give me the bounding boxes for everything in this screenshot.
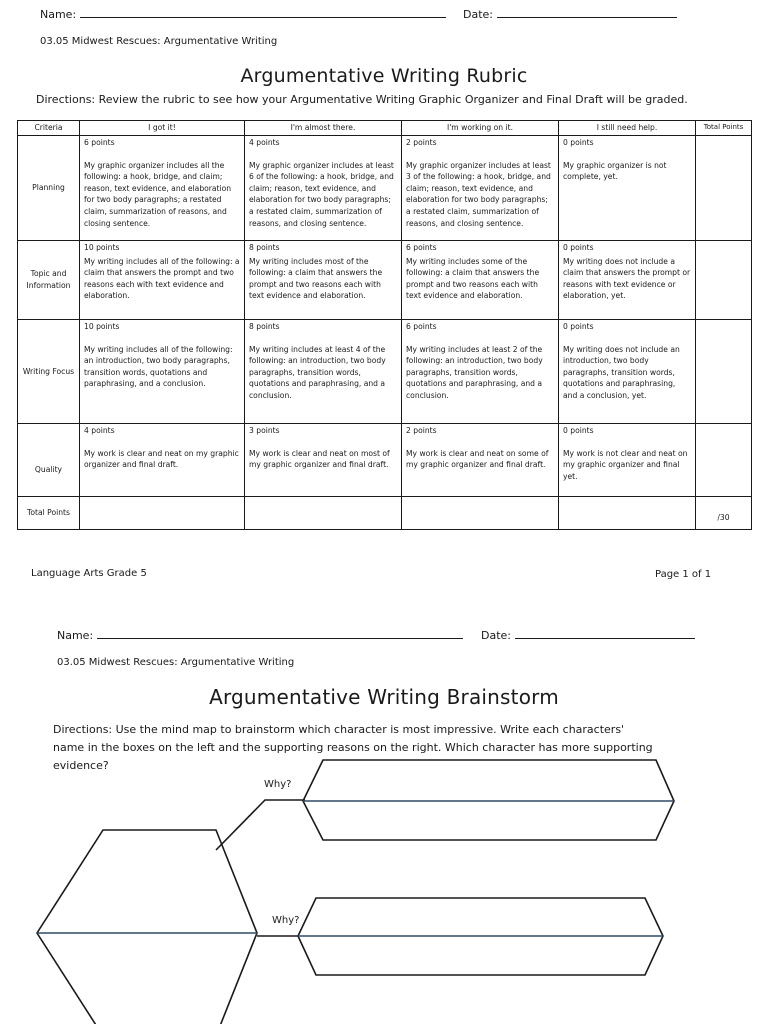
description: My work is clear and neat on most of my graphic organizer and final draft. xyxy=(249,448,390,470)
name-label: Name: xyxy=(57,629,94,642)
why-label: Why? xyxy=(272,915,300,926)
description: My writing includes all of the following: a claim that answers the prompt and two reasons each with text evidence and elaboration. xyxy=(84,256,240,301)
criteria-cell: Writing Focus xyxy=(18,320,80,424)
points-label: 8 points xyxy=(249,322,280,331)
footer-course: Language Arts Grade 5 xyxy=(31,568,147,579)
header-almost-there: I'm almost there. xyxy=(245,121,402,136)
description: My work is clear and neat on my graphic organizer and final draft. xyxy=(84,448,239,470)
points-label: 6 points xyxy=(406,322,437,331)
criteria-cell: Topic and Information xyxy=(18,241,80,320)
header-working-on-it: I'm working on it. xyxy=(402,121,559,136)
date-label: Date: xyxy=(481,629,511,642)
header-still-need-help: I still need help. xyxy=(559,121,696,136)
footer-page-number: Page 1 of 1 xyxy=(655,569,712,580)
points-label: 0 points xyxy=(563,322,594,331)
description: My graphic organizer includes at least 3 of the following: a hook, bridge, and claim; reason, text evidence, and elaboration for two body paragraphs; a restated claim, summarization of reasons, and closing sentence. xyxy=(406,160,551,228)
description: My graphic organizer is not complete, yet. xyxy=(563,160,667,182)
points-label: 6 points xyxy=(406,243,437,252)
points-label: 8 points xyxy=(249,243,280,252)
total-points-label: Total Points xyxy=(18,497,80,530)
directions-line: name in the boxes on the left and the supporting reasons on the right. Which character has more supporting xyxy=(53,741,653,754)
lesson-title: 03.05 Midwest Rescues: Argumentative Writing xyxy=(57,657,295,668)
description: My graphic organizer includes at least 6 of the following: a hook, bridge, and claim; reason, text evidence, and elaboration for two body paragraphs; a restated claim, summarization of reasons, and closing sentence. xyxy=(249,160,394,228)
points-label: 2 points xyxy=(406,426,437,435)
points-label: 10 points xyxy=(84,243,120,252)
points-label: 0 points xyxy=(563,426,594,435)
description: My writing includes at least 4 of the following: an introduction, two body paragraphs, transition words, quotations and paraphrasing, and a conclusion. xyxy=(249,344,386,400)
criteria-cell: Planning xyxy=(18,136,80,241)
description: My work is clear and neat on some of my graphic organizer and final draft. xyxy=(406,448,549,470)
description: My writing does not include an introduction, two body paragraphs, transition words, quotations and paraphrasing, and a conclusion, yet. xyxy=(563,344,680,400)
lesson-title: 03.05 Midwest Rescues: Argumentative Writing xyxy=(40,36,278,47)
points-label: 2 points xyxy=(406,138,437,147)
points-label: 10 points xyxy=(84,322,120,331)
points-label: 0 points xyxy=(563,138,594,147)
points-label: 3 points xyxy=(249,426,280,435)
brainstorm-title: Argumentative Writing Brainstorm xyxy=(209,685,559,709)
header-total-points: Total Points xyxy=(696,121,752,136)
rubric-title: Argumentative Writing Rubric xyxy=(240,65,528,87)
grand-total-cell[interactable]: /30 xyxy=(696,497,752,530)
date-label: Date: xyxy=(463,8,493,21)
description: My graphic organizer includes all the following: a hook, bridge, and claim; reason, text evidence, and elaboration for two body paragraphs; a restated claim, summarization of reasons, and closing sentence. xyxy=(84,160,232,228)
description: My writing does not include a claim that answers the prompt or reasons with text evidence or elaboration, yet. xyxy=(563,256,691,301)
description: My work is not clear and neat on my graphic organizer and final yet. xyxy=(563,448,688,481)
description: My writing includes all of the following: an introduction, two body paragraphs, transition words, quotations and paraphrasing, and a conclusion. xyxy=(84,344,233,389)
header-criteria: Criteria xyxy=(18,121,80,136)
description: My writing includes at least 2 of the following: an introduction, two body paragraphs, transition words, quotations and paraphrasing, and a conclusion. xyxy=(406,344,543,400)
directions-line: evidence? xyxy=(53,759,109,772)
header-got-it: I got it! xyxy=(80,121,245,136)
character-name-box[interactable] xyxy=(37,830,257,1024)
reason-box[interactable] xyxy=(303,760,674,840)
points-label: 0 points xyxy=(563,243,594,252)
criteria-cell: Quality xyxy=(18,424,80,497)
points-label: 4 points xyxy=(84,426,115,435)
directions-line: Directions: Use the mind map to brainstorm which character is most impressive. Write each characters' xyxy=(53,723,625,736)
points-label: 6 points xyxy=(84,138,115,147)
rubric-directions: Directions: Review the rubric to see how your Argumentative Writing Graphic Organizer and Final Draft will be graded. xyxy=(36,93,688,106)
why-label: Why? xyxy=(264,779,292,790)
description: My writing includes some of the following: a claim that answers the prompt and two reasons each with text evidence and elaboration. xyxy=(406,256,540,301)
points-label: 4 points xyxy=(249,138,280,147)
name-label: Name: xyxy=(40,8,77,21)
description: My writing includes most of the following: a claim that answers the prompt and two reasons each with text evidence and elaboration. xyxy=(249,256,383,301)
connector-line xyxy=(216,800,305,850)
